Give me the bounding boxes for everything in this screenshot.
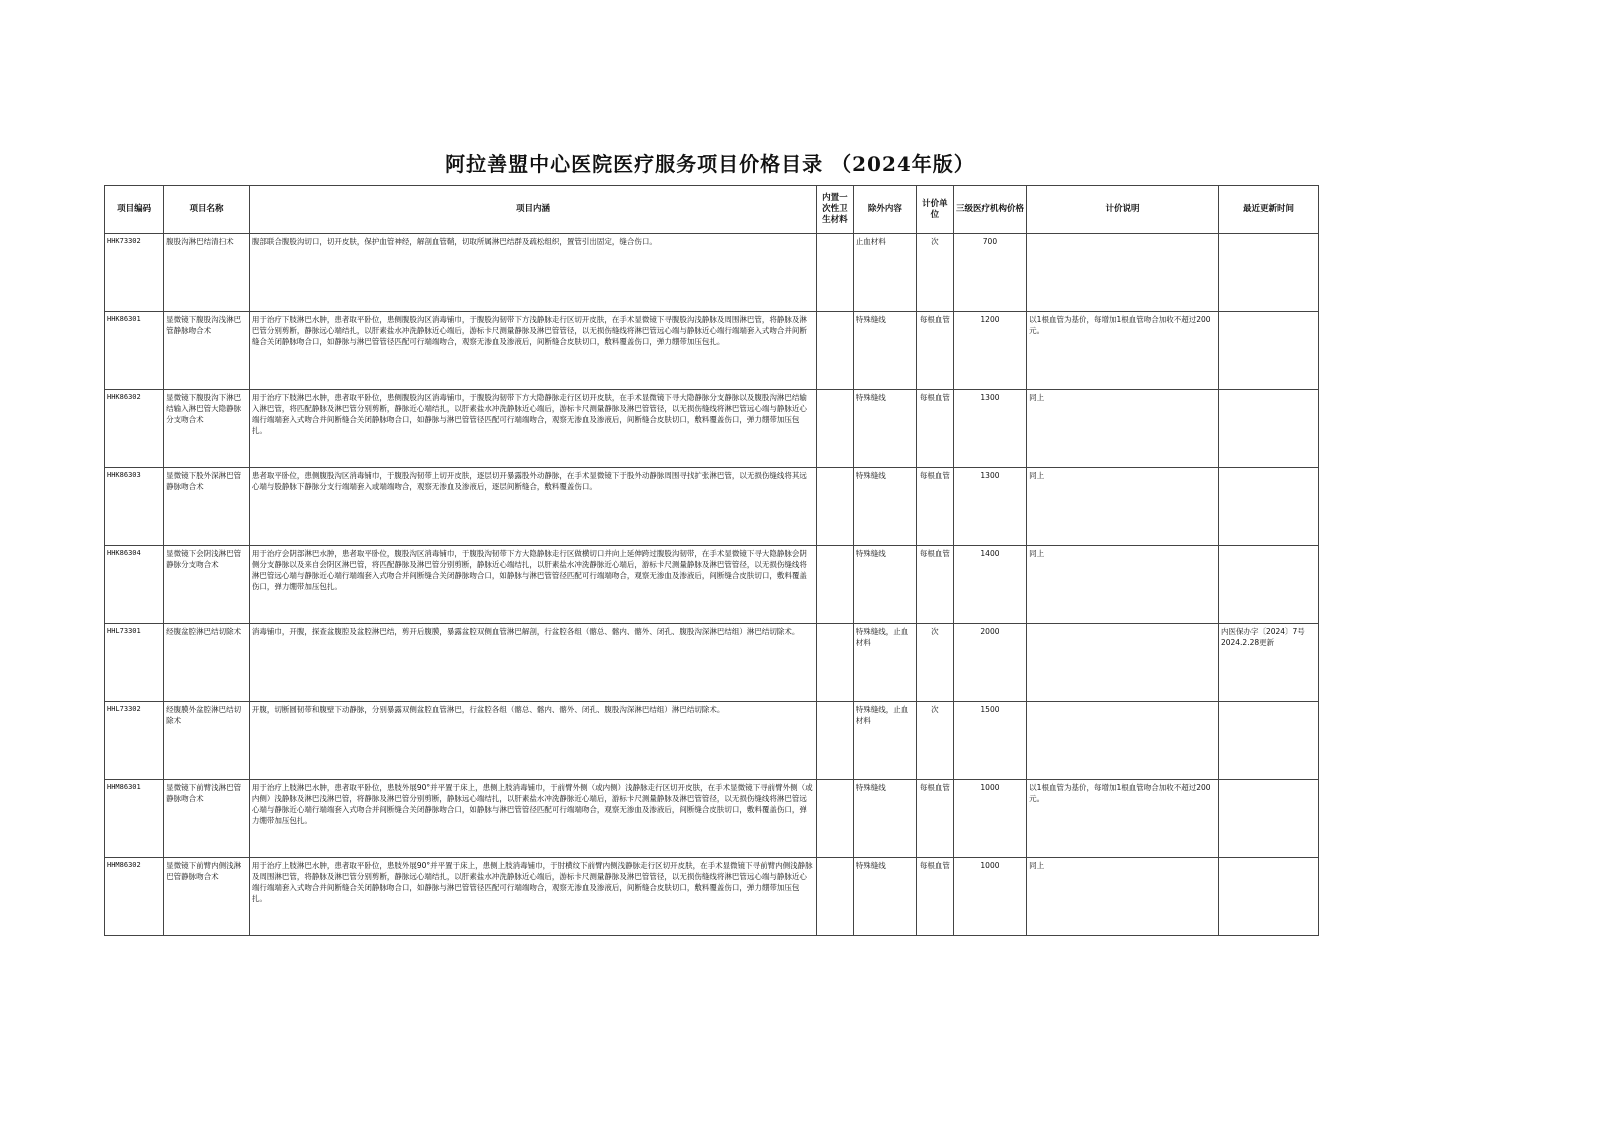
cell-exclusion: 特殊缝线，止血材料 [853, 702, 916, 780]
cell-exclusion: 特殊缝线 [853, 468, 916, 546]
table-body [105, 234, 1319, 936]
cell-exclusion: 特殊缝线 [853, 780, 916, 858]
header-exclusion: 除外内容 [853, 186, 916, 234]
cell-unit: 每根血管 [917, 546, 954, 624]
cell-unit: 每根血管 [917, 858, 954, 936]
cell-consumable [817, 468, 854, 546]
cell-content: 用于治疗下肢淋巴水肿，患者取平卧位，患侧腹股沟区消毒铺巾，于腹股沟韧带下方浅静脉走行区切开皮肤，在手术显微镜下寻腹股沟浅静脉及周围淋巴管，将静脉及淋巴管分别剪断，静脉远心端结扎，以肝素盐水冲洗静脉近心端后，游标卡尺测量静脉及淋巴管管径，以无损伤缝线将淋巴管远心端与静脉近心端行端端套入式吻合并间断缝合关闭静脉吻合口，如静脉与淋巴管管径匹配可行端端吻合，观察无渗血及渗液后，间断缝合皮肤切口，敷料覆盖伤口，弹力绷带加压包扎。 [249, 312, 816, 390]
cell-exclusion: 特殊缝线 [853, 546, 916, 624]
cell-exclusion: 特殊缝线 [853, 390, 916, 468]
cell-content: 用于治疗下肢淋巴水肿，患者取平卧位，患侧腹股沟区消毒铺巾，于腹股沟韧带下方大隐静脉走行区切开皮肤，在手术显微镜下寻大隐静脉分支静脉以及腹股沟淋巴结输入淋巴管，将匹配静脉及淋巴管分别剪断，静脉近心端结扎，以肝素盐水冲洗静脉近心端后，游标卡尺测量静脉及淋巴管管径，以无损伤缝线将淋巴管远心端与静脉近心端行端端套入式吻合并间断缝合关闭静脉吻合口，如静脉与淋巴管管径匹配可行端端吻合，观察无渗血及渗液后，间断缝合皮肤切口，敷料覆盖伤口，弹力绷带加压包扎。 [249, 390, 816, 468]
cell-code: HHK86301 [105, 312, 164, 390]
cell-name: 腹股沟淋巴结清扫术 [164, 234, 250, 312]
page-title: 阿拉善盟中心医院医疗服务项目价格目录 （2024年版） [445, 152, 975, 176]
cell-content: 患者取平卧位，患侧腹股沟区消毒铺巾，于腹股沟韧带上切开皮肤，逐层切开暴露股外动静脉，在手术显微镜下于股外动静脉周围寻找扩张淋巴管，以无损伤缝线将其远心端与股静脉下静脉分支行端端套入或端端吻合，观察无渗血及渗液后，逐层间断缝合，敷料覆盖伤口。 [249, 468, 816, 546]
cell-update [1218, 780, 1318, 858]
cell-consumable [817, 312, 854, 390]
cell-exclusion: 特殊缝线 [853, 858, 916, 936]
cell-update [1218, 234, 1318, 312]
price-table [104, 185, 1319, 936]
table-row [105, 624, 1319, 702]
cell-update [1218, 468, 1318, 546]
cell-note [1027, 702, 1219, 780]
cell-consumable [817, 858, 854, 936]
table-row [105, 468, 1319, 546]
cell-code: HHM86301 [105, 780, 164, 858]
cell-note: 同上 [1027, 468, 1219, 546]
cell-note: 同上 [1027, 858, 1219, 936]
cell-update [1218, 858, 1318, 936]
cell-exclusion: 特殊缝线，止血材料 [853, 624, 916, 702]
header-name: 项目名称 [164, 186, 250, 234]
cell-content: 腹部联合腹股沟切口，切开皮肤，保护血管神经，解剖血管鞘，切取所属淋巴结群及疏松组织，置管引出固定，缝合伤口。 [249, 234, 816, 312]
cell-update [1218, 546, 1318, 624]
cell-name: 显微镜下腹股沟浅淋巴管静脉吻合术 [164, 312, 250, 390]
cell-price: 1000 [953, 780, 1026, 858]
cell-code: HHK86304 [105, 546, 164, 624]
cell-content: 用于治疗上肢淋巴水肿，患者取平卧位，患肢外展90°并平置于床上，患侧上肢消毒铺巾，于前臂外侧（或内侧）浅静脉走行区切开皮肤，在手术显微镜下寻前臂外侧（或内侧）浅静脉及淋巴浅淋巴管，将静脉及淋巴管分别剪断，静脉远心端结扎，以肝素盐水冲洗静脉近心端后，游标卡尺测量静脉及淋巴管管径，以无损伤缝线将淋巴管远心端与静脉近心端行端端套入式吻合并间断缝合关闭静脉吻合口，如静脉与淋巴管管径匹配可行端端吻合，观察无渗血及渗液后，间断缝合皮肤切口，敷料覆盖伤口，弹力绷带加压包扎。 [249, 780, 816, 858]
cell-name: 显微镜下前臂内侧浅淋巴管静脉吻合术 [164, 858, 250, 936]
cell-update [1218, 312, 1318, 390]
cell-name: 显微镜下前臂浅淋巴管静脉吻合术 [164, 780, 250, 858]
header-consumable: 内置一次性卫生材料 [817, 186, 854, 234]
cell-note [1027, 234, 1219, 312]
cell-code: HHL73301 [105, 624, 164, 702]
header-price: 三级医疗机构价格 [953, 186, 1026, 234]
header-note: 计价说明 [1027, 186, 1219, 234]
table-row [105, 390, 1319, 468]
cell-name: 经腹膜外盆腔淋巴结切除术 [164, 702, 250, 780]
cell-price: 1300 [953, 390, 1026, 468]
cell-name: 显微镜下股外深淋巴管静脉吻合术 [164, 468, 250, 546]
cell-content: 消毒铺巾，开腹，探查盆腹腔及盆腔淋巴结，剪开后腹膜，暴露盆腔双侧血管淋巴解剖，行盆腔各组（髂总、髂内、髂外、闭孔、腹股沟深淋巴结组）淋巴结切除术。 [249, 624, 816, 702]
cell-exclusion: 特殊缝线 [853, 312, 916, 390]
header-update: 最近更新时间 [1218, 186, 1318, 234]
table-row [105, 234, 1319, 312]
cell-unit: 次 [917, 234, 954, 312]
cell-note: 以1根血管为基价，每增加1根血管吻合加收不超过200元。 [1027, 312, 1219, 390]
cell-note: 同上 [1027, 546, 1219, 624]
cell-consumable [817, 702, 854, 780]
cell-consumable [817, 624, 854, 702]
cell-update: 内医保办字〔2024〕7号 2024.2.28更新 [1218, 624, 1318, 702]
table-row [105, 780, 1319, 858]
cell-price: 2000 [953, 624, 1026, 702]
cell-code: HHL73302 [105, 702, 164, 780]
cell-consumable [817, 546, 854, 624]
cell-consumable [817, 390, 854, 468]
header-content: 项目内涵 [249, 186, 816, 234]
cell-name: 经腹盆腔淋巴结切除术 [164, 624, 250, 702]
cell-exclusion: 止血材料 [853, 234, 916, 312]
cell-content: 用于治疗会阴部淋巴水肿，患者取平卧位，腹股沟区消毒铺巾，于腹股沟韧带下方大隐静脉走行区做横切口并向上延伸跨过腹股沟韧带，在手术显微镜下寻大隐静脉会阴侧分支静脉以及来自会阴区淋巴管，将匹配静脉及淋巴管分别剪断，静脉近心端结扎，以肝素盐水冲洗静脉近心端后，游标卡尺测量静脉及淋巴管管径，以无损伤缝线将淋巴管远心端与静脉近心端行端端套入式吻合并间断缝合关闭静脉吻合口，如静脉与淋巴管管径匹配可行端端吻合，观察无渗血及渗液后，间断缝合皮肤切口，敷料覆盖伤口，弹力绷带加压包扎。 [249, 546, 816, 624]
cell-code: HHK86303 [105, 468, 164, 546]
cell-unit: 次 [917, 624, 954, 702]
cell-price: 1300 [953, 468, 1026, 546]
cell-note: 以1根血管为基价，每增加1根血管吻合加收不超过200元。 [1027, 780, 1219, 858]
cell-content: 用于治疗上肢淋巴水肿，患者取平卧位，患肢外展90°并平置于床上，患侧上肢消毒铺巾，于肘横纹下前臂内侧浅静脉走行区切开皮肤，在手术显微镜下寻前臂内侧浅静脉及周围淋巴管，将静脉及淋巴管分别剪断，静脉远心端结扎，以肝素盐水冲洗静脉近心端后，游标卡尺测量静脉及淋巴管管径，以无损伤缝线将淋巴管远心端与静脉近心端行端端套入式吻合并间断缝合关闭静脉吻合口，如静脉与淋巴管管径匹配可行端端吻合，观察无渗血及渗液后，间断缝合皮肤切口，敷料覆盖伤口，弹力绷带加压包扎。 [249, 858, 816, 936]
cell-price: 700 [953, 234, 1026, 312]
cell-unit: 每根血管 [917, 390, 954, 468]
cell-note [1027, 624, 1219, 702]
cell-price: 1200 [953, 312, 1026, 390]
table-row [105, 702, 1319, 780]
cell-name: 显微镜下会阴浅淋巴管静脉分支吻合术 [164, 546, 250, 624]
header-unit: 计价单位 [917, 186, 954, 234]
table-row [105, 858, 1319, 936]
cell-price: 1500 [953, 702, 1026, 780]
cell-note: 同上 [1027, 390, 1219, 468]
cell-unit: 次 [917, 702, 954, 780]
cell-consumable [817, 234, 854, 312]
cell-consumable [817, 780, 854, 858]
table-row [105, 546, 1319, 624]
header-code: 项目编码 [105, 186, 164, 234]
cell-code: HHK86302 [105, 390, 164, 468]
cell-price: 1000 [953, 858, 1026, 936]
cell-unit: 每根血管 [917, 780, 954, 858]
cell-unit: 每根血管 [917, 312, 954, 390]
table-row [105, 312, 1319, 390]
cell-content: 开腹，切断圆韧带和腹壁下动静脉，分别暴露双侧盆腔血管淋巴，行盆腔各组（髂总、髂内、髂外、闭孔、腹股沟深淋巴结组）淋巴结切除术。 [249, 702, 816, 780]
cell-update [1218, 390, 1318, 468]
cell-unit: 每根血管 [917, 468, 954, 546]
cell-code: HHK73302 [105, 234, 164, 312]
table-header-row [105, 186, 1319, 234]
cell-price: 1400 [953, 546, 1026, 624]
cell-code: HHM86302 [105, 858, 164, 936]
cell-name: 显微镜下腹股沟下淋巴结输入淋巴管大隐静脉分支吻合术 [164, 390, 250, 468]
cell-update [1218, 702, 1318, 780]
